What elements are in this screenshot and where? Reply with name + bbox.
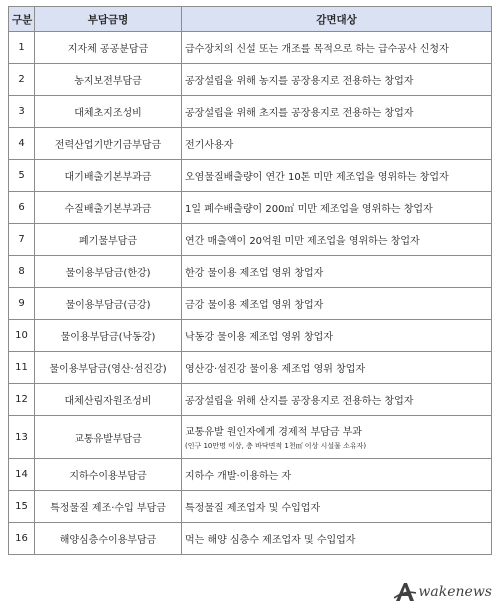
row-number: 5: [9, 160, 35, 192]
reduction-target: 공장설립을 위해 초지를 공장용지로 전용하는 창업자: [182, 96, 492, 128]
row-number: 7: [9, 224, 35, 256]
reduction-target: 한강 물이용 제조업 영위 창업자: [182, 256, 492, 288]
reduction-target: 교통유발 원인자에게 경제적 부담금 부과: [185, 427, 362, 438]
row-number: 15: [9, 491, 35, 523]
table-row: [9, 459, 492, 491]
row-number: 16: [9, 523, 35, 555]
charge-name: 특정물질 제조·수입 부담금: [35, 491, 182, 523]
reduction-target: 낙동강 물이용 제조업 영위 창업자: [182, 320, 492, 352]
reduction-target: 전기사용자: [182, 128, 492, 160]
reduction-target: 금강 물이용 제조업 영위 창업자: [182, 288, 492, 320]
reduction-target: 영산강·섬진강 물이용 제조업 영위 창업자: [182, 352, 492, 384]
reduction-target: 연간 매출액이 20억원 미만 제조업을 영위하는 창업자: [182, 224, 492, 256]
reduction-target: 지하수 개발·이용하는 자: [182, 459, 492, 491]
charge-name: 대체산림자원조성비: [35, 384, 182, 416]
charge-name: 대기배출기본부과금: [35, 160, 182, 192]
table-row: [9, 416, 492, 459]
row-number: 13: [9, 416, 35, 459]
row-number: 6: [9, 192, 35, 224]
table-row: [9, 192, 492, 224]
charge-name: 대체초지조성비: [35, 96, 182, 128]
awakenews-watermark: [394, 581, 492, 603]
header-charge-name: 부담금명: [35, 7, 182, 32]
reduction-target: 1일 폐수배출량이 200㎥ 미만 제조업을 영위하는 창업자: [182, 192, 492, 224]
charge-name: 물이용부담금(금강): [35, 288, 182, 320]
charge-name: 물이용부담금(낙동강): [35, 320, 182, 352]
charge-name: 수질배출기본부과금: [35, 192, 182, 224]
table-row: [9, 64, 492, 96]
table-row: [9, 491, 492, 523]
table-row: [9, 256, 492, 288]
charge-name: 물이용부담금(한강): [35, 256, 182, 288]
table-row: [9, 224, 492, 256]
row-number: 14: [9, 459, 35, 491]
charge-name: 지자체 공공분담금: [35, 32, 182, 64]
row-number: 3: [9, 96, 35, 128]
charge-name: 물이용부담금(영산·섬진강): [35, 352, 182, 384]
row-number: 9: [9, 288, 35, 320]
row-number: 8: [9, 256, 35, 288]
header-reduction-target: 감면대상: [182, 7, 492, 32]
charge-name: 교통유발부담금: [35, 416, 182, 459]
charges-table-sheet: [8, 6, 491, 555]
header-category: 구분: [9, 7, 35, 32]
table-header-row: [9, 7, 492, 32]
table-row: [9, 523, 492, 555]
reduction-target: 공장설립을 위해 농지를 공장용지로 전용하는 창업자: [182, 64, 492, 96]
letter-a-logo-icon: [394, 581, 416, 603]
row-number: 1: [9, 32, 35, 64]
reduction-target: 공장설립을 위해 산지를 공장용지로 전용하는 창업자: [182, 384, 492, 416]
row-number: 4: [9, 128, 35, 160]
table-row: [9, 96, 492, 128]
charge-name: 농지보전부담금: [35, 64, 182, 96]
reduction-target: 먹는 해양 심층수 제조업자 및 수입업자: [182, 523, 492, 555]
charge-name: 지하수이용부담금: [35, 459, 182, 491]
charge-name: 전력산업기반기금부담금: [35, 128, 182, 160]
table-row: [9, 160, 492, 192]
table-row: [9, 352, 492, 384]
row-number: 11: [9, 352, 35, 384]
row-number: 10: [9, 320, 35, 352]
table-row: [9, 384, 492, 416]
row-number: 2: [9, 64, 35, 96]
charges-reduction-table: [8, 6, 492, 555]
charge-name: 폐기물부담금: [35, 224, 182, 256]
table-row: [9, 32, 492, 64]
reduction-target-cell: [182, 416, 492, 459]
watermark-text: wakenews: [418, 584, 492, 600]
reduction-target: 특정물질 제조업자 및 수입업자: [182, 491, 492, 523]
reduction-target-note: (인구 10만명 이상, 층 바닥면적 1천㎡ 이상 시설물 소유자): [185, 442, 367, 450]
row-number: 12: [9, 384, 35, 416]
reduction-target: 오염물질배출량이 연간 10톤 미만 제조업을 영위하는 창업자: [182, 160, 492, 192]
table-row: [9, 128, 492, 160]
table-row: [9, 288, 492, 320]
reduction-target: 급수장치의 신설 또는 개조를 목적으로 하는 급수공사 신청자: [182, 32, 492, 64]
charge-name: 해양심층수이용부담금: [35, 523, 182, 555]
table-row: [9, 320, 492, 352]
